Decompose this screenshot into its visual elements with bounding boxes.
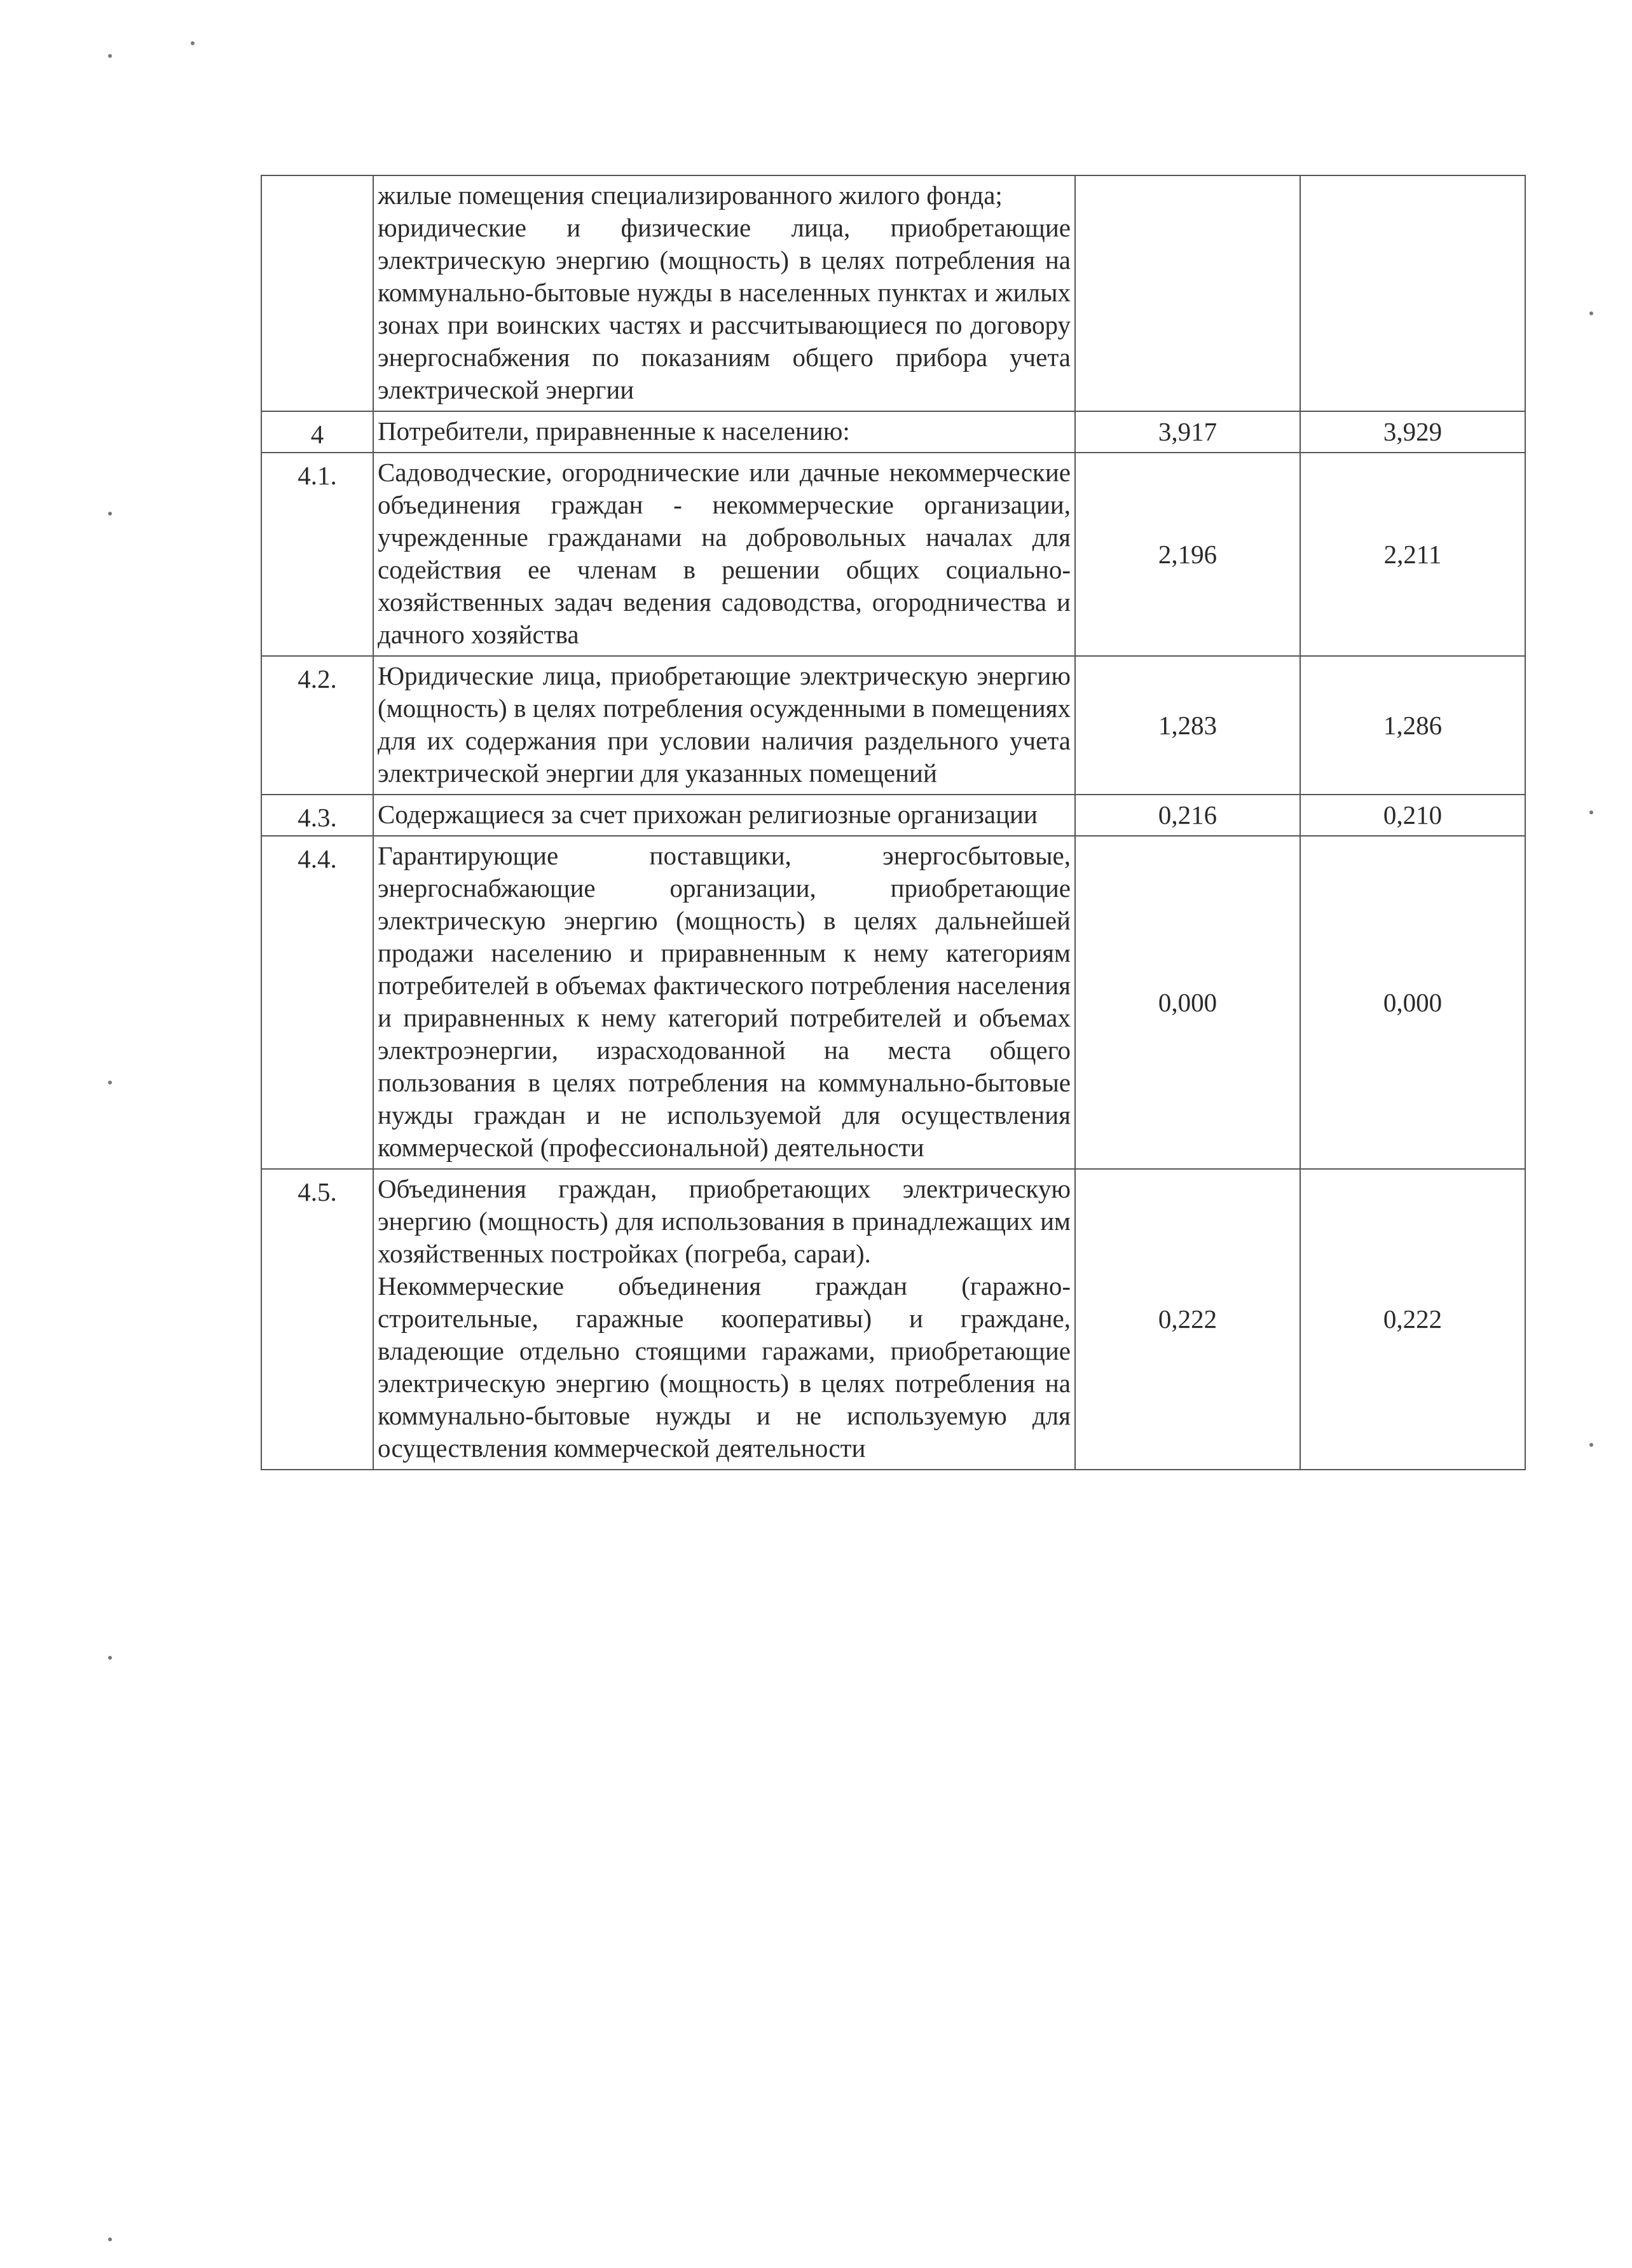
description-paragraph: Объединения граждан, приобретающих электрическую энергию (мощность) для использования в принадлежащих им хозяйственных постройках (погреба, сараи).: [378, 1174, 1071, 1268]
row-description: [373, 656, 1075, 795]
row-description: [373, 175, 1075, 411]
value-second-half: 0,000: [1300, 836, 1525, 1169]
table-row: [261, 175, 1525, 411]
value-second-half: 0,222: [1300, 1169, 1525, 1470]
scan-speck: [108, 54, 112, 58]
table-row: [261, 836, 1525, 1169]
scan-speck: [191, 41, 195, 45]
row-description: [373, 1169, 1075, 1470]
table-row: [261, 453, 1525, 656]
row-number: 4.5.: [261, 1169, 373, 1470]
value-first-half: [1075, 175, 1300, 411]
row-description: [373, 453, 1075, 656]
description-paragraph: жилые помещения специализированного жилого фонда;: [378, 181, 1003, 210]
scan-speck: [1589, 1443, 1593, 1447]
table-row: [261, 1169, 1525, 1470]
value-first-half: 3,917: [1075, 411, 1300, 453]
row-description: [373, 795, 1075, 836]
description-paragraph: Некоммерческие объединения граждан (гаражно-строительные, гаражные кооперативы) и граждане, владеющие отдельно стоящими гаражами, приобретающие электрическую энергию (мощность) в целях потребления на коммунально-бытовые нужды и не используемую для осуществления коммерческой деятельности: [378, 1271, 1071, 1463]
description-paragraph: юридические и физические лица, приобретающие электрическую энергию (мощность) в целях потребления на коммунально-бытовые нужды в населенных пунктах и жилых зонах при воинских частях и рассчитывающиеся по договору энергоснабжения по показаниям общего прибора учета электрической энергии: [378, 213, 1071, 404]
value-first-half: 0,222: [1075, 1169, 1300, 1470]
table-row: [261, 411, 1525, 453]
row-number: 4.1.: [261, 453, 373, 656]
description-paragraph: Гарантирующие поставщики, энергосбытовые, энергоснабжающие организации, приобретающие электрическую энергию (мощность) в целях дальнейшей продажи населению и приравненным к нему категориям потребителей в объемах фактического потребления населения и приравненных к нему категорий потребителей и объемах электроэнергии, израсходованной на места общего пользования в целях потребления на коммунально-бытовые нужды граждан и не используемой для осуществления коммерческой (профессиональной) деятельности: [378, 841, 1071, 1162]
description-paragraph: Юридические лица, приобретающие электрическую энергию (мощность) в целях потребления осужденными в помещениях для их содержания при условии наличия раздельного учета электрической энергии для указанных помещений: [378, 661, 1071, 788]
value-second-half: 2,211: [1300, 453, 1525, 656]
scan-speck: [1589, 311, 1593, 315]
table-row: [261, 795, 1525, 836]
value-first-half: 0,000: [1075, 836, 1300, 1169]
row-description: [373, 836, 1075, 1169]
value-second-half: 0,210: [1300, 795, 1525, 836]
value-second-half: 1,286: [1300, 656, 1525, 795]
table-row: [261, 656, 1525, 795]
scan-speck: [108, 512, 112, 516]
value-second-half: [1300, 175, 1525, 411]
tariff-table: [261, 175, 1526, 1470]
value-second-half: 3,929: [1300, 411, 1525, 453]
scan-speck: [1589, 810, 1593, 814]
row-number: [261, 175, 373, 411]
scan-speck: [108, 1081, 112, 1084]
row-number: 4.3.: [261, 795, 373, 836]
value-first-half: 1,283: [1075, 656, 1300, 795]
row-number: 4.4.: [261, 836, 373, 1169]
row-number: 4.2.: [261, 656, 373, 795]
scan-speck: [108, 1656, 112, 1660]
row-description: [373, 411, 1075, 453]
description-paragraph: Потребители, приравненные к населению:: [378, 416, 850, 446]
scan-speck: [108, 2237, 112, 2241]
description-paragraph: Садоводческие, огороднические или дачные некоммерческие объединения граждан - некоммерческие организации, учрежденные гражданами на добровольных началах для содействия ее членам в решении общих социально-хозяйственных задач ведения садоводства, огородничества и дачного хозяйства: [378, 458, 1071, 649]
value-first-half: 0,216: [1075, 795, 1300, 836]
description-paragraph: Содержащиеся за счет прихожан религиозные организации: [378, 800, 1038, 829]
row-number: 4: [261, 411, 373, 453]
value-first-half: 2,196: [1075, 453, 1300, 656]
